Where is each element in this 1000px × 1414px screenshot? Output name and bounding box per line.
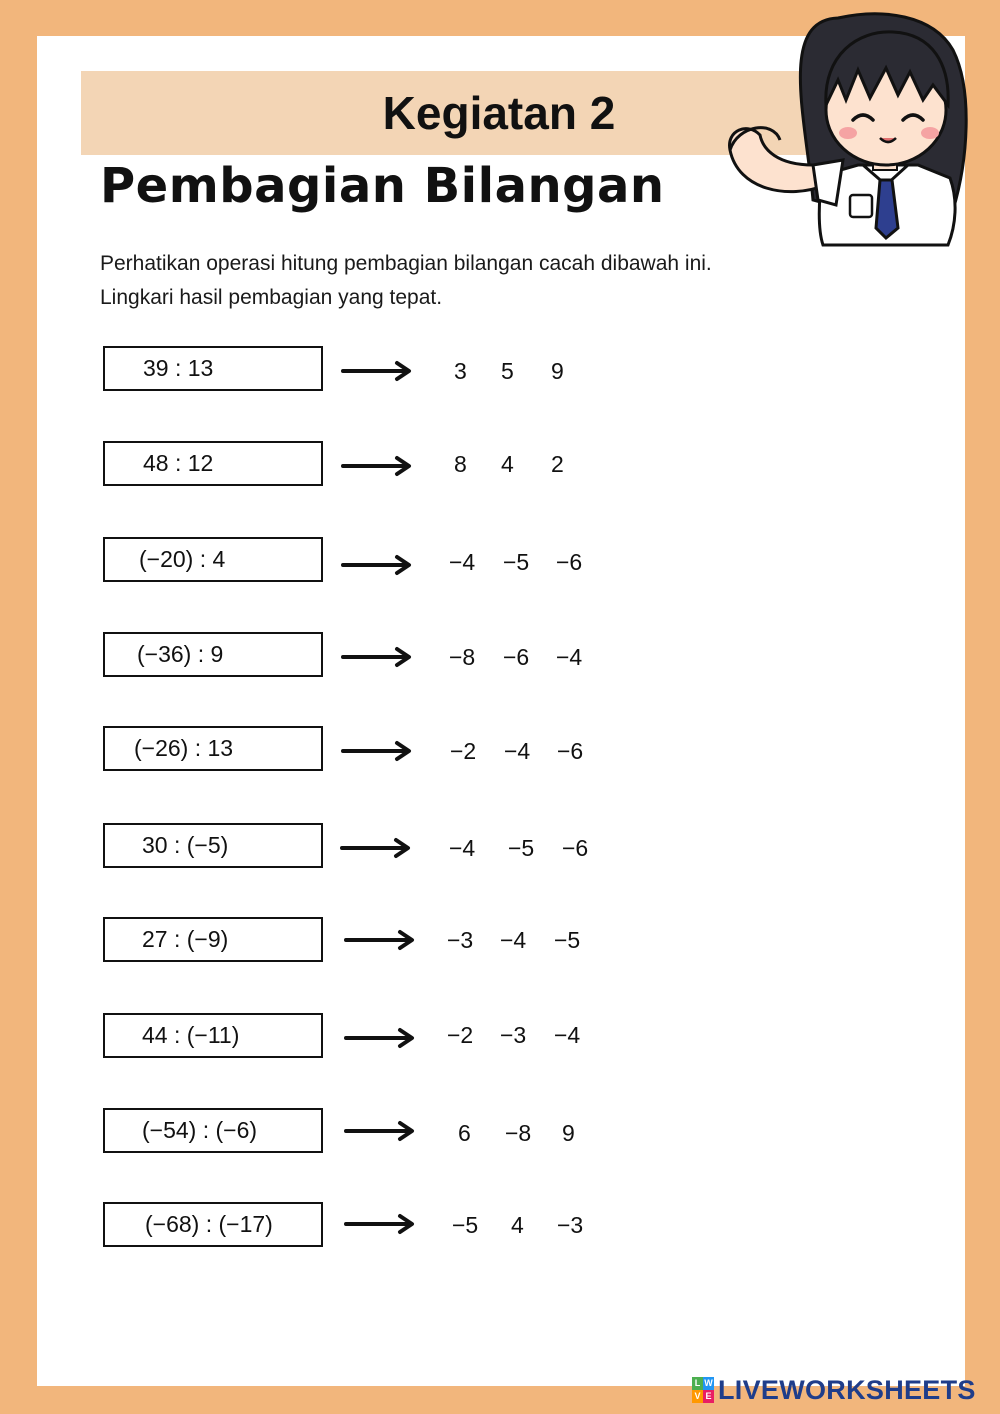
answer-option[interactable]: −2 bbox=[447, 1022, 474, 1048]
answer-option[interactable]: 4 bbox=[511, 1212, 524, 1238]
answer-option[interactable]: −4 bbox=[556, 644, 583, 670]
answer-option[interactable]: −6 bbox=[503, 644, 530, 670]
arrow-right-icon bbox=[344, 928, 418, 952]
problem-expression: (−36) : 9 bbox=[137, 641, 224, 667]
answer-option[interactable]: 9 bbox=[551, 358, 564, 384]
watermark-text: LIVEWORKSHEETS bbox=[718, 1374, 976, 1405]
arrow-right-icon bbox=[344, 1212, 418, 1236]
answer-option[interactable]: −5 bbox=[452, 1212, 479, 1238]
problem-expression: (−26) : 13 bbox=[134, 735, 234, 761]
instruction-line-2: Lingkari hasil pembagian yang tepat. bbox=[100, 286, 443, 309]
answer-option[interactable]: −6 bbox=[556, 549, 583, 575]
activity-title: Kegiatan 2 bbox=[382, 87, 616, 139]
answer-option[interactable]: −4 bbox=[554, 1022, 581, 1048]
answer-option[interactable]: −6 bbox=[562, 835, 589, 861]
arrow-right-icon bbox=[344, 1119, 418, 1143]
problem-box bbox=[103, 823, 323, 868]
problem-box bbox=[103, 1013, 323, 1058]
problem-box bbox=[103, 346, 323, 391]
answer-option[interactable]: 6 bbox=[458, 1120, 471, 1146]
problem-expression: 39 : 13 bbox=[143, 355, 214, 381]
student-mascot-illustration bbox=[718, 0, 978, 252]
answer-option[interactable]: −4 bbox=[500, 927, 527, 953]
answer-option[interactable]: 5 bbox=[501, 358, 514, 384]
problem-box bbox=[103, 1108, 323, 1153]
answer-option[interactable]: −5 bbox=[508, 835, 535, 861]
answer-option[interactable]: −4 bbox=[449, 835, 476, 861]
problem-box bbox=[103, 917, 323, 962]
problem-expression: (−20) : 4 bbox=[139, 546, 226, 572]
problem-expression: (−68) : (−17) bbox=[145, 1211, 273, 1237]
problem-expression: 48 : 12 bbox=[143, 450, 214, 476]
answer-option[interactable]: −5 bbox=[554, 927, 581, 953]
problem-expression: (−54) : (−6) bbox=[142, 1117, 258, 1143]
answer-option[interactable]: 2 bbox=[551, 451, 564, 477]
arrow-right-icon bbox=[340, 836, 414, 860]
answer-option[interactable]: −4 bbox=[449, 549, 476, 575]
answer-option[interactable]: 8 bbox=[454, 451, 467, 477]
answer-option[interactable]: −3 bbox=[447, 927, 474, 953]
problem-box bbox=[103, 537, 323, 582]
answer-option[interactable]: 9 bbox=[562, 1120, 575, 1146]
answer-option[interactable]: −8 bbox=[505, 1120, 532, 1146]
arrow-right-icon bbox=[341, 454, 415, 478]
problem-expression: 44 : (−11) bbox=[142, 1022, 240, 1048]
instruction-line-1: Perhatikan operasi hitung pembagian bilangan cacah dibawah ini. bbox=[100, 252, 712, 275]
arrow-right-icon bbox=[341, 645, 415, 669]
answer-option[interactable]: 3 bbox=[454, 358, 467, 384]
problem-box bbox=[103, 632, 323, 677]
answer-option[interactable]: −5 bbox=[503, 549, 530, 575]
answer-option[interactable]: −8 bbox=[449, 644, 476, 670]
answer-option[interactable]: 4 bbox=[501, 451, 514, 477]
problem-box bbox=[103, 1202, 323, 1247]
liveworksheets-watermark bbox=[692, 1373, 976, 1407]
arrow-right-icon bbox=[341, 553, 415, 577]
problem-expression: 30 : (−5) bbox=[142, 832, 229, 858]
problem-expression: 27 : (−9) bbox=[142, 926, 229, 952]
arrow-right-icon bbox=[344, 1026, 418, 1050]
arrow-right-icon bbox=[341, 739, 415, 763]
answer-option[interactable]: −6 bbox=[557, 738, 584, 764]
problem-box bbox=[103, 726, 323, 771]
answer-option[interactable]: −3 bbox=[557, 1212, 584, 1238]
page-title: Pembagian Bilangan bbox=[100, 158, 665, 214]
liveworksheets-logo-icon: L W V E bbox=[692, 1377, 714, 1403]
answer-option[interactable]: −2 bbox=[450, 738, 477, 764]
problem-box bbox=[103, 441, 323, 486]
answer-option[interactable]: −4 bbox=[504, 738, 531, 764]
arrow-right-icon bbox=[341, 359, 415, 383]
instructions bbox=[100, 247, 712, 315]
answer-option[interactable]: −3 bbox=[500, 1022, 527, 1048]
